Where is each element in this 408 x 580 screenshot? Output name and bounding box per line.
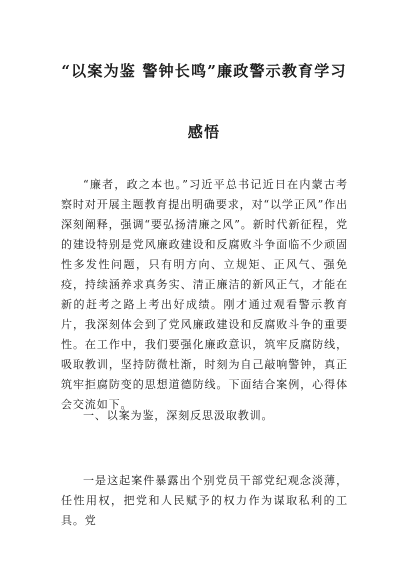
body-paragraph-section-1: 一是这起案件暴露出个别党员干部党纪观念淡薄，任性用权，把党和人民赋予的权力作为谋取私利的工具。党 — [61, 474, 348, 527]
body-paragraph-intro: “廉者，政之本也。”习近平总书记近日在内蒙古考察时对开展主题教育提出明确要求，对“以学正风”作出深刻阐释，强调“要弘扬清廉之风”。新时代新征程，党的建设特别是党风廉政建设和反腐败斗争面临不少顽固性多发性问题，只有明方向、立规矩、正风气、强免疫，持续涵养求真务实、清正廉洁的新风正气，才能在新的赶考之路上考出好成绩。刚才通过观看警示教育片，我深刻体会到了党风廉政建设和反腐败斗争的重要性。在工作中，我们要强化廉政意识，筑牢反腐防线，吸取教训，坚持防微杜渐，时刻为自己敲响警钟，真正筑牢拒腐防变的思想道德防线。下面结合案例，心得体会交流如下。 — [61, 178, 348, 411]
document-title-line-2: 感悟 — [187, 123, 221, 141]
document-title-line-1: “以案为鉴 警钟长鸣”廉政警示教育学习 — [61, 62, 347, 80]
section-heading: 一、以案为鉴，深刻反思汲取教训。 — [83, 409, 274, 422]
